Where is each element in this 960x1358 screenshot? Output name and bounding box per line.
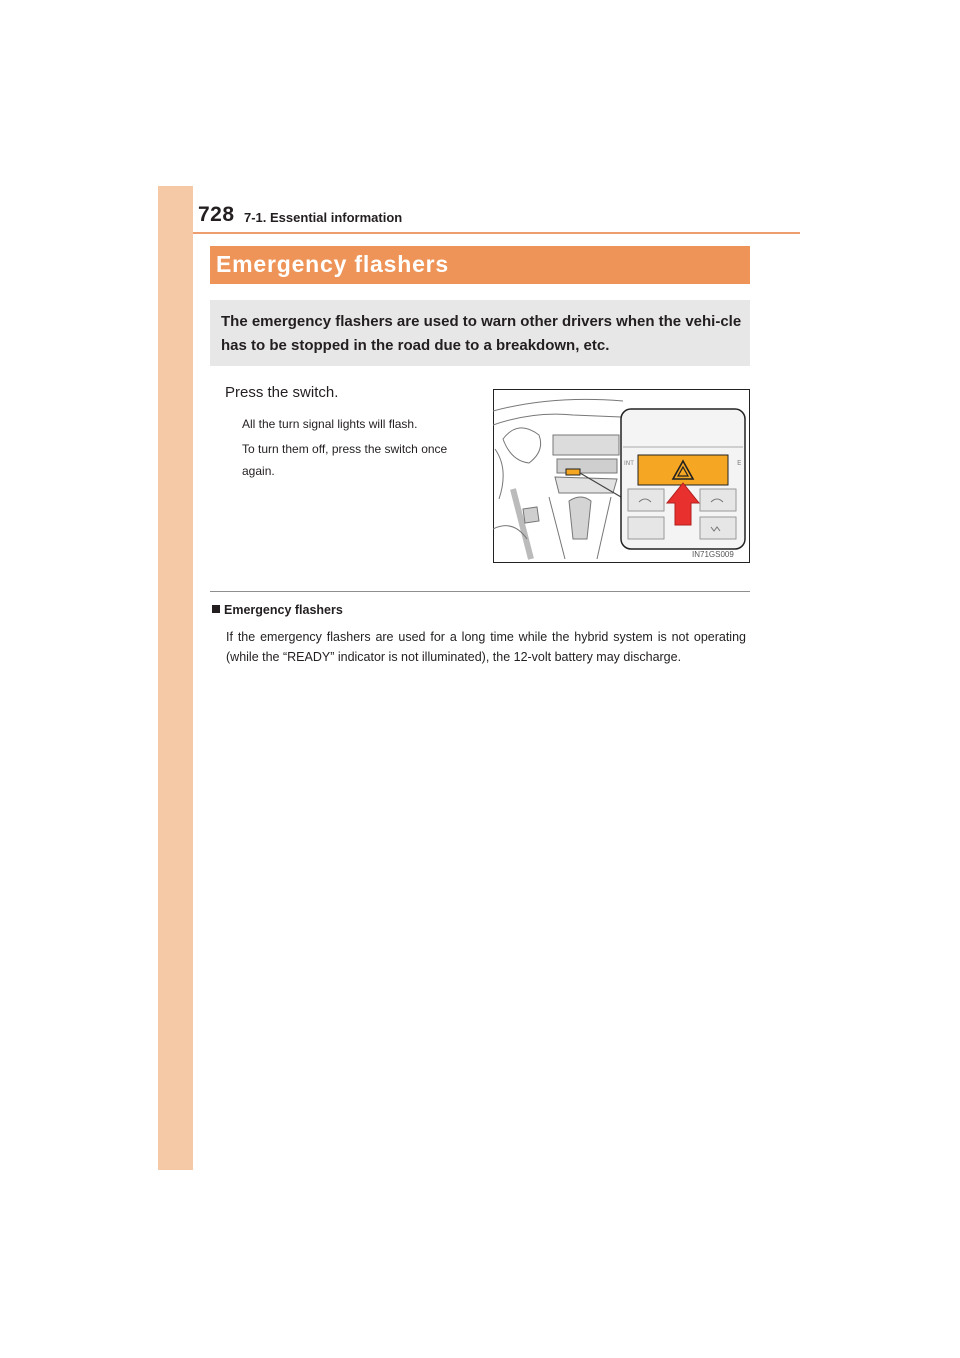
hazard-switch-small bbox=[566, 469, 580, 475]
step-detail-turn-off: To turn them off, press the switch once again. bbox=[242, 442, 448, 478]
intro-box bbox=[210, 300, 750, 366]
section-label: 7-1. Essential information bbox=[244, 210, 403, 225]
svg-text:INT: INT bbox=[624, 460, 634, 467]
side-tab bbox=[158, 186, 193, 1170]
step-instruction: Press the switch. bbox=[225, 384, 339, 401]
note-body: If the emergency flashers are used for a long time while the hybrid system is not operating (while the “READY” indicator is not illuminated), the 12-volt battery may discharge. bbox=[226, 630, 746, 664]
note-heading-text: Emergency flashers bbox=[224, 603, 343, 617]
bullet-square-icon bbox=[212, 605, 220, 613]
page-title: Emergency flashers bbox=[216, 251, 450, 277]
step-detail-flash: All the turn signal lights will flash. bbox=[242, 417, 418, 431]
intro-text: The emergency flashers are used to warn other drivers when the vehi-cle has to be stopped in the road due to a breakdown, etc. bbox=[221, 313, 742, 354]
page-number: 728 bbox=[198, 203, 235, 226]
header-rule bbox=[193, 232, 800, 234]
dashboard-illustration bbox=[493, 389, 750, 563]
title-bar bbox=[210, 246, 750, 284]
figure-code: IN71GS009 bbox=[692, 550, 734, 559]
section-divider bbox=[210, 591, 750, 592]
svg-text:E: E bbox=[737, 459, 742, 467]
note-heading bbox=[212, 603, 343, 617]
